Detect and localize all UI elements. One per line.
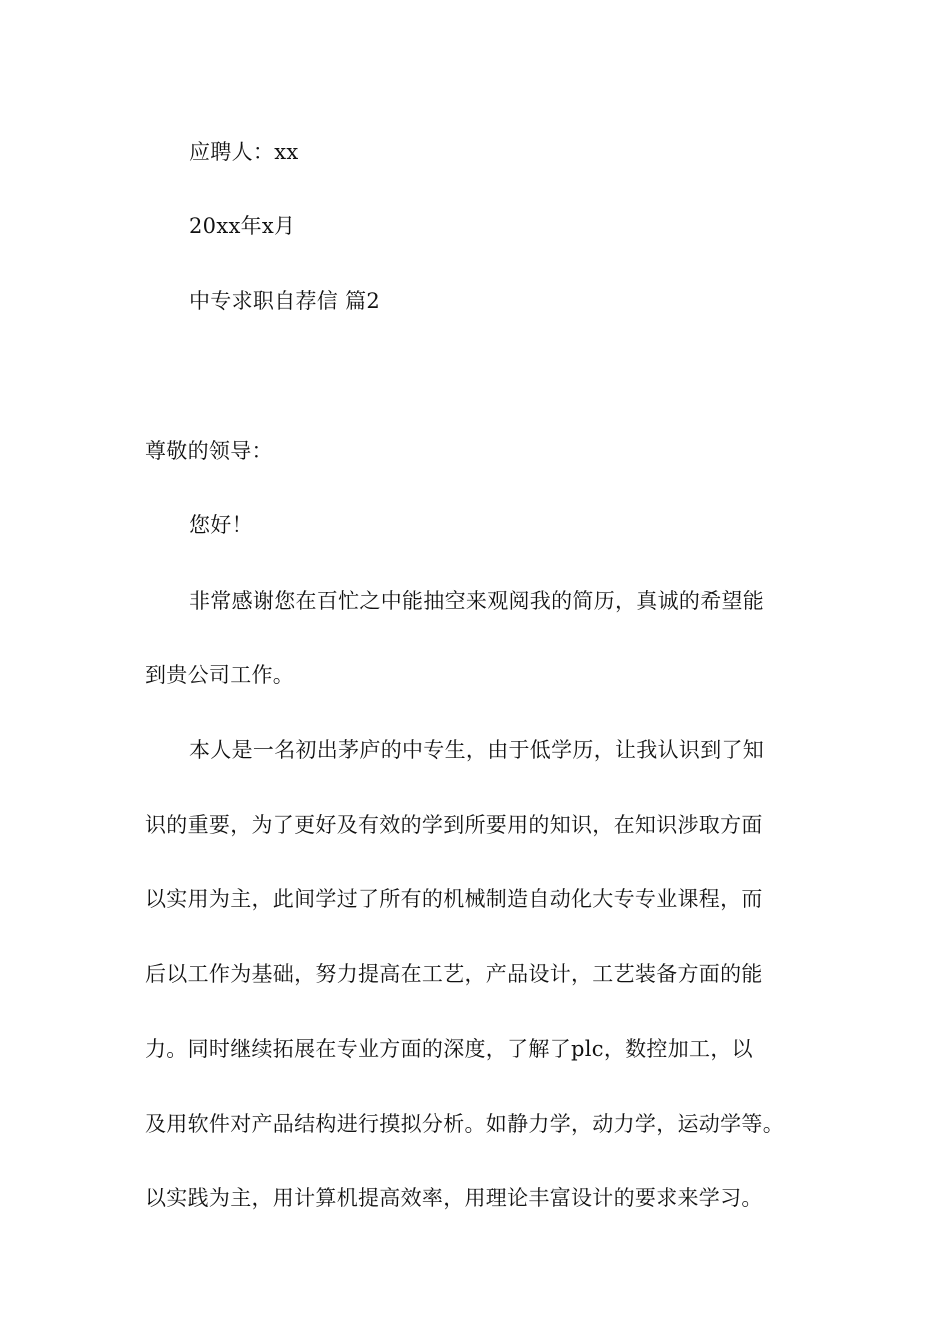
paragraph-line: 本人是一名初出茅庐的中专生，由于低学历，让我认识到了知: [189, 738, 765, 762]
paragraph-line: 到贵公司工作。: [145, 663, 295, 687]
paragraph-line: 力。同时继续拓展在专业方面的深度，了解了plc，数控加工，以: [145, 1037, 753, 1061]
applicant-line: 应聘人：xx: [189, 140, 299, 164]
salutation: 尊敬的领导：: [145, 439, 273, 463]
paragraph-line: 后以工作为基础，努力提高在工艺，产品设计，工艺装备方面的能: [145, 962, 763, 986]
section-title: 中专求职自荐信 篇2: [189, 289, 381, 313]
date-line: 20xx年x月: [189, 214, 296, 238]
paragraph-line: 以实用为主，此间学过了所有的机械制造自动化大专专业课程，而: [145, 887, 763, 911]
paragraph-line: 以实践为主，用计算机提高效率，用理论丰富设计的要求来学习。: [145, 1186, 763, 1210]
paragraph-line: 识的重要，为了更好及有效的学到所要用的知识，在知识涉取方面: [145, 813, 763, 837]
greeting: 您好！: [189, 513, 253, 537]
paragraph-line: 非常感谢您在百忙之中能抽空来观阅我的简历，真诚的希望能: [189, 589, 765, 613]
paragraph-line: 及用软件对产品结构进行摸拟分析。如静力学，动力学，运动学等。: [145, 1112, 784, 1136]
